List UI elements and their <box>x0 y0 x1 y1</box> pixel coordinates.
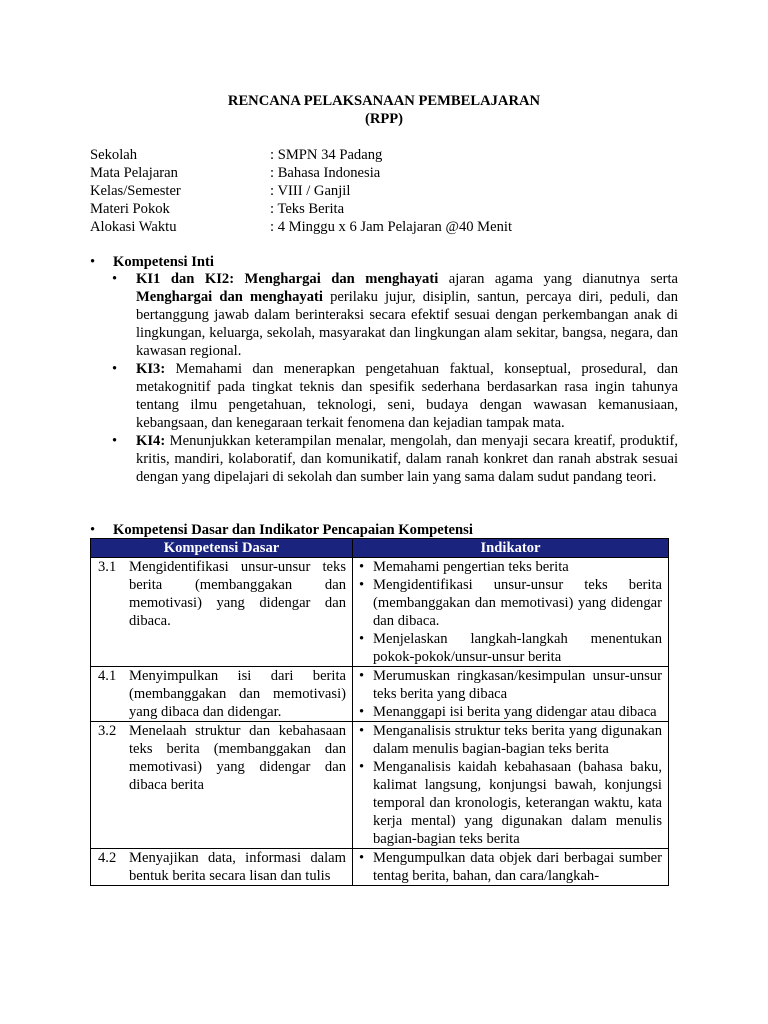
bullet-icon: • <box>359 668 365 684</box>
bullet-icon: • <box>359 850 365 866</box>
kd-cell <box>91 558 353 667</box>
info-label: Kelas/Semester <box>90 183 181 199</box>
kd-cell <box>91 667 353 722</box>
bullet-icon: • <box>359 559 365 575</box>
info-label: Alokasi Waktu <box>90 219 177 235</box>
bullet-icon: • <box>112 433 118 449</box>
kd-text: Menyimpulkan isi dari berita (membanggakan dan memotivasi) yang dibaca dan didengar. <box>129 668 346 720</box>
info-row-alokasi-waktu <box>90 218 690 236</box>
indicator-text: Menganalisis struktur teks berita yang digunakan dalam menulis bagian-bagian teks berita <box>373 723 662 757</box>
section-heading-kompetensi-dasar <box>90 521 473 539</box>
indicator-text: Mengumpulkan data objek dari berbagai sumber tentag berita, bahan, dan cara/langkah- <box>373 850 662 884</box>
indicator-text: Menanggapi isi berita yang didengar atau dibaca <box>373 704 657 720</box>
indicator-text: Mengidentifikasi unsur-unsur teks berita (membanggakan dan memotivasi) yang didengar dan dibaca. <box>373 577 662 629</box>
kd-text: Mengidentifikasi unsur-unsur teks berita (membanggakan dan memotivasi) yang didengar dan dibaca. <box>129 559 346 629</box>
indicator-text: Menganalisis kaidah kebahasaan (bahasa baku, kalimat langsung, konjungsi bawah, konjungsi temporal dan kronologis, keterangan waktu, kata kerja mental) yang digunakan dalam menulis bagian-bagian teks berita <box>373 759 662 847</box>
bullet-icon: • <box>359 759 365 775</box>
ki-bold: KI3: <box>136 361 166 377</box>
bullet-icon: • <box>359 577 365 593</box>
info-row-materi-pokok <box>90 200 690 218</box>
kd-number: 4.2 <box>98 850 117 866</box>
info-value: : VIII / Ganjil <box>270 183 351 199</box>
ki-list <box>112 270 678 486</box>
kd-indicator-table <box>90 538 669 886</box>
bullet-icon: • <box>90 522 96 538</box>
indicator-item <box>359 722 662 758</box>
ki-text: Menunjukkan keterampilan menalar, mengolah, dan menyaji secara kreatif, produktif, kritis, mandiri, kolaboratif, dan komunikatif, dalam ranah konkret dan ranah abstrak sesuai dengan yang dipelajari di sekolah dan sumber lain yang sama dalam sudut pandang teori. <box>136 433 678 485</box>
indicator-item <box>359 630 662 666</box>
info-value: : SMPN 34 Padang <box>270 147 383 163</box>
kd-text: Menyajikan data, informasi dalam bentuk berita secara lisan dan tulis <box>129 850 346 884</box>
info-row-sekolah <box>90 146 690 164</box>
document-subtitle: (RPP) <box>364 111 404 127</box>
info-value: : 4 Minggu x 6 Jam Pelajaran @40 Menit <box>270 219 513 235</box>
info-row-kelas-semester <box>90 182 690 200</box>
indicator-item <box>359 558 662 576</box>
indicator-cell <box>353 558 669 667</box>
ki-item-3 <box>112 360 678 432</box>
ki-bold: Menghargai dan menghayati <box>136 289 323 305</box>
ki-bold: KI1 dan KI2: Menghargai dan menghayati <box>136 271 439 287</box>
identity-block <box>90 146 690 236</box>
indicator-cell <box>353 722 669 849</box>
ki-text: Memahami dan menerapkan pengetahuan faktual, konseptual, prosedural, dan metakognitif pada tingkat teknis dan spesifik sederhana berdasarkan rasa ingin tahunya tentang ilmu pengetahuan, teknologi, seni, budaya dengan wawasan kemanusiaan, kebangsaan, dan kenegaraan terkait fenomena dan kejadian tampak mata. <box>136 361 678 431</box>
section-heading-text: Kompetensi Inti <box>113 254 214 270</box>
table-row <box>91 722 669 849</box>
indicator-item <box>359 703 662 721</box>
info-value: : Teks Berita <box>270 201 345 217</box>
indicator-item <box>359 849 662 885</box>
indicator-text: Merumuskan ringkasan/kesimpulan unsur-unsur teks berita yang dibaca <box>373 668 662 702</box>
kd-number: 4.1 <box>98 668 117 684</box>
indicator-text: Memahami pengertian teks berita <box>373 559 569 575</box>
indicator-item <box>359 667 662 703</box>
bullet-icon: • <box>112 361 118 377</box>
kd-number: 3.2 <box>98 723 117 739</box>
table-row <box>91 558 669 667</box>
ki-text: ajaran agama yang dianutnya serta <box>438 271 678 287</box>
info-label: Materi Pokok <box>90 201 170 217</box>
ki-item-4 <box>112 432 678 486</box>
bullet-icon: • <box>359 631 365 647</box>
table-header-row <box>91 539 669 558</box>
indicator-cell <box>353 667 669 722</box>
bullet-icon: • <box>359 723 365 739</box>
table-row <box>91 849 669 886</box>
ki-item-1 <box>112 270 678 360</box>
info-row-mata-pelajaran <box>90 164 690 182</box>
indicator-item <box>359 576 662 630</box>
ki-bold: KI4: <box>136 433 166 449</box>
kd-number: 3.1 <box>98 559 117 575</box>
header-kompetensi-dasar: Kompetensi Dasar <box>91 539 353 558</box>
section-heading-kompetensi-inti <box>90 253 214 271</box>
section-heading-text: Kompetensi Dasar dan Indikator Pencapaian Kompetensi <box>113 522 473 538</box>
kd-cell <box>91 849 353 886</box>
bullet-icon: • <box>112 271 118 287</box>
indicator-cell <box>353 849 669 886</box>
kd-text: Menelaah struktur dan kebahasaan teks berita (membanggakan dan memotivasi) yang didengar dan dibaca berita <box>129 723 346 793</box>
bullet-icon: • <box>90 254 96 270</box>
bullet-icon: • <box>359 704 365 720</box>
info-label: Sekolah <box>90 147 138 163</box>
info-label: Mata Pelajaran <box>90 165 178 181</box>
indicator-item <box>359 758 662 848</box>
kd-cell <box>91 722 353 849</box>
ki-text: perilaku jujur, disiplin, santun, percaya diri, peduli, dan bertanggung jawab dalam berinteraksi secara efektif sesuai dengan perkembangan anak di lingkungan, keluarga, sekolah, masyarakat dan lingkungan alam sekitar, bangsa, negara, dan kawasan regional. <box>136 289 679 359</box>
info-value: : Bahasa Indonesia <box>270 165 381 181</box>
indicator-text: Menjelaskan langkah-langkah menentukan pokok-pokok/unsur-unsur berita <box>373 631 662 665</box>
document-title: RENCANA PELAKSANAAN PEMBELAJARAN <box>227 93 541 109</box>
header-indikator: Indikator <box>353 539 669 558</box>
table-row <box>91 667 669 722</box>
